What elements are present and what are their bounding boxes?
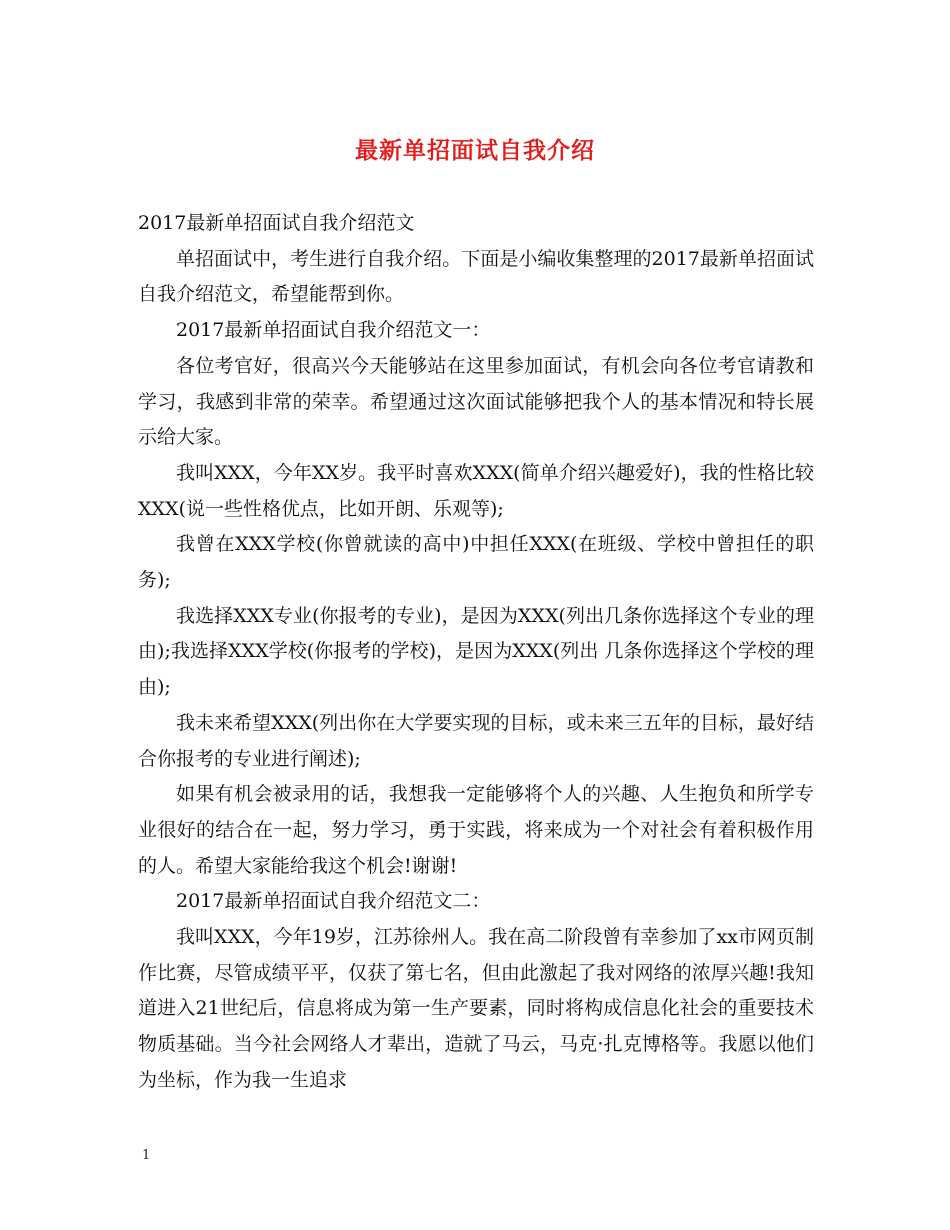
- paragraph: 我未来希望XXX(列出你在大学要实现的目标，或未来三五年的目标，最好结合你报考的专业进行阐述);: [138, 711, 814, 770]
- paragraph: 我曾在XXX学校(你曾就读的高中)中担任XXX(在班级、学校中曾担任的职务);: [138, 533, 814, 592]
- section-heading: 2017最新单招面试自我介绍范文一：: [176, 319, 491, 342]
- paragraph: 我叫XXX，今年19岁，江苏徐州人。我在高二阶段曾有幸参加了xx市网页制作比赛，尽管成绩平平，仅获了第七名，但由此激起了我对网络的浓厚兴趣!我知道进入21世纪后，信息将成为第一生产要素，同时将构成信息化社会的重要技术物质基础。当今社会网络人才辈出，造就了马云，马克·扎克博格等。我愿以他们为坐标，作为我一生追求: [138, 926, 814, 1091]
- paragraph: 如果有机会被录用的话，我想我一定能够将个人的兴趣、人生抱负和所学专业很好的结合在一起，努力学习，勇于实践，将来成为一个对社会有着积极作用的人。希望大家能给我这个机会!谢谢!: [138, 783, 814, 877]
- page-number: 1: [142, 1148, 151, 1163]
- document-body: [138, 206, 814, 1099]
- document-title: 最新单招面试自我介绍: [355, 137, 595, 164]
- paragraph: 我选择XXX专业(你报考的专业)，是因为XXX(列出几条你选择这个专业的理由);我选择XXX学校(你报考的学校)，是因为XXX(列出 几条你选择这个学校的理由);: [138, 604, 814, 699]
- paragraph: 2017最新单招面试自我介绍范文: [138, 212, 415, 234]
- section-heading: 2017最新单招面试自我介绍范文二：: [176, 890, 491, 913]
- paragraph: 各位考官好，很高兴今天能够站在这里参加面试，有机会向各位考官请教和学习，我感到非常的荣幸。希望通过这次面试能够把我个人的基本情况和特长展示给大家。: [138, 354, 814, 449]
- paragraph: 我叫XXX，今年XX岁。我平时喜欢XXX(简单介绍兴趣爱好)，我的性格比较XXX(说一些性格优点，比如开朗、乐观等);: [138, 461, 814, 520]
- paragraph: 单招面试中，考生进行自我介绍。下面是小编收集整理的2017最新单招面试自我介绍范文，希望能帮到你。: [138, 247, 814, 306]
